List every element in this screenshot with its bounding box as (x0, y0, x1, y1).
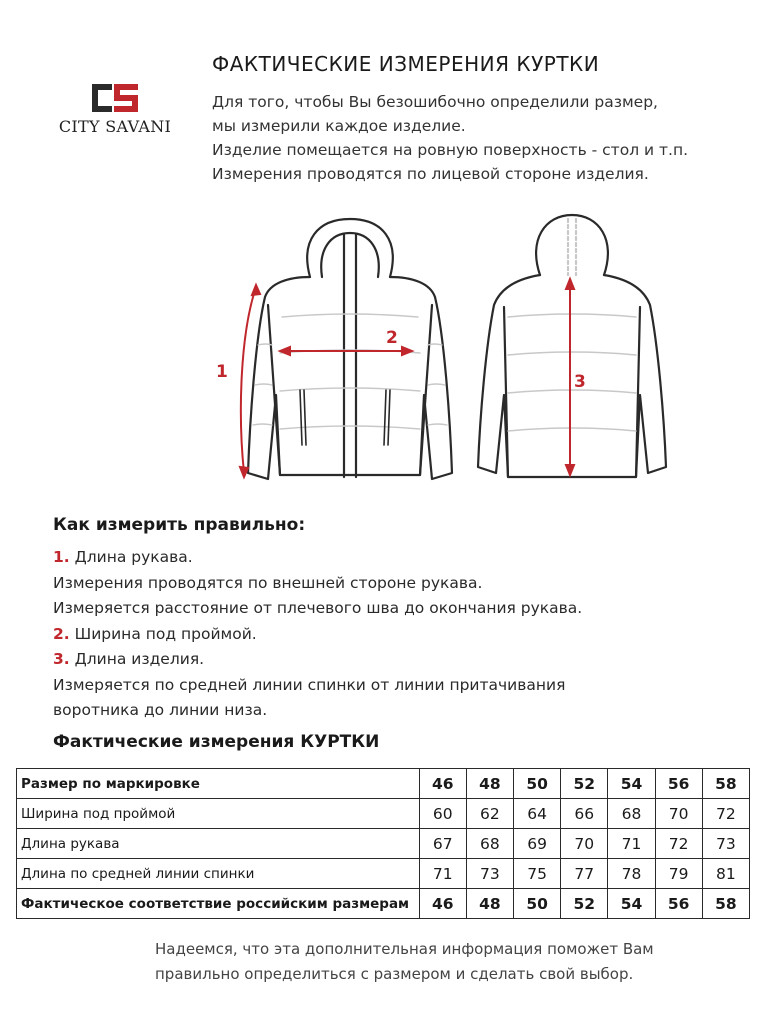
table-cell: 69 (514, 829, 561, 859)
size-table (16, 768, 750, 919)
howto-item (53, 545, 753, 571)
table-cell: 58 (702, 769, 749, 799)
intro-line: Изделие помещается на ровную поверхность - стол и т.п. (212, 141, 689, 159)
howto-text: Ширина под проймой. (74, 624, 257, 643)
table-cell: 68 (608, 799, 655, 829)
howto-heading: Как измерить правильно: (53, 515, 306, 535)
howto-number: 1. (53, 548, 70, 566)
table-row (17, 859, 750, 889)
table-cell: 73 (702, 829, 749, 859)
table-cell: 78 (608, 859, 655, 889)
jacket-back-illustration (478, 215, 666, 477)
intro-text (212, 90, 757, 186)
row-label: Длина по средней линии спинки (17, 859, 420, 889)
intro-line: Для того, чтобы Вы безошибочно определили размер, (212, 93, 658, 111)
footer-note (155, 937, 755, 987)
table-cell: 48 (466, 889, 513, 919)
intro-line: Измерения проводятся по лицевой стороне изделия. (212, 165, 649, 183)
howto-item: воротника до линии низа. (53, 701, 268, 719)
jacket-diagram (210, 205, 690, 495)
table-cell: 50 (514, 889, 561, 919)
marker-2-label: 2 (386, 328, 398, 348)
table-cell: 48 (466, 769, 513, 799)
table-cell: 58 (702, 889, 749, 919)
table-cell: 50 (514, 769, 561, 799)
page-title: ФАКТИЧЕСКИЕ ИЗМЕРЕНИЯ КУРТКИ (212, 52, 600, 76)
table-row (17, 829, 750, 859)
table-cell: 66 (561, 799, 608, 829)
table-cell: 79 (655, 859, 702, 889)
footer-line: правильно определиться с размером и сделать свой выбор. (155, 965, 634, 983)
table-cell: 54 (608, 769, 655, 799)
footer-line: Надеемся, что эта дополнительная информация поможет Вам (155, 940, 654, 958)
table-cell: 72 (702, 799, 749, 829)
table-cell: 68 (466, 829, 513, 859)
table-cell: 70 (561, 829, 608, 859)
table-cell: 72 (655, 829, 702, 859)
table-cell: 81 (702, 859, 749, 889)
row-label: Размер по маркировке (17, 769, 420, 799)
howto-item: Измерения проводятся по внешней стороне рукава. (53, 573, 483, 592)
table-row (17, 799, 750, 829)
howto-item: Измеряется расстояние от плечевого шва до окончания рукава. (53, 599, 583, 617)
table-cell: 56 (655, 769, 702, 799)
table-title: Фактические измерения КУРТКИ (53, 732, 380, 752)
howto-number: 2. (53, 624, 70, 643)
table-cell: 62 (466, 799, 513, 829)
table-row (17, 889, 750, 919)
table-cell: 75 (514, 859, 561, 889)
marker-3-label: 3 (574, 372, 586, 392)
table-cell: 52 (561, 889, 608, 919)
howto-number: 3. (53, 650, 70, 668)
table-cell: 64 (514, 799, 561, 829)
jacket-front-illustration (248, 219, 452, 479)
table-cell: 56 (655, 889, 702, 919)
table-cell: 60 (419, 799, 466, 829)
table-cell: 70 (655, 799, 702, 829)
howto-section (53, 515, 753, 724)
table-cell: 46 (419, 889, 466, 919)
table-cell: 67 (419, 829, 466, 859)
table-row (17, 769, 750, 799)
howto-item (53, 647, 753, 673)
intro-line: мы измерили каждое изделие. (212, 117, 466, 135)
table-cell: 71 (419, 859, 466, 889)
table-cell: 77 (561, 859, 608, 889)
brand-mark-icon (88, 82, 142, 114)
howto-item (53, 622, 753, 648)
table-cell: 52 (561, 769, 608, 799)
table-cell: 46 (419, 769, 466, 799)
table-cell: 71 (608, 829, 655, 859)
row-label: Ширина под проймой (17, 799, 420, 829)
howto-item: Измеряется по средней линии спинки от линии притачивания (53, 675, 566, 694)
row-label: Фактическое соответствие российским размерам (17, 889, 420, 919)
table-cell: 73 (466, 859, 513, 889)
brand-name: CITY SAVANI (58, 117, 172, 136)
brand-logo (50, 82, 180, 138)
row-label: Длина рукава (17, 829, 420, 859)
table-cell: 54 (608, 889, 655, 919)
marker-1-label: 1 (216, 362, 228, 382)
howto-text: Длина рукава. (74, 548, 193, 566)
howto-text: Длина изделия. (74, 650, 205, 668)
